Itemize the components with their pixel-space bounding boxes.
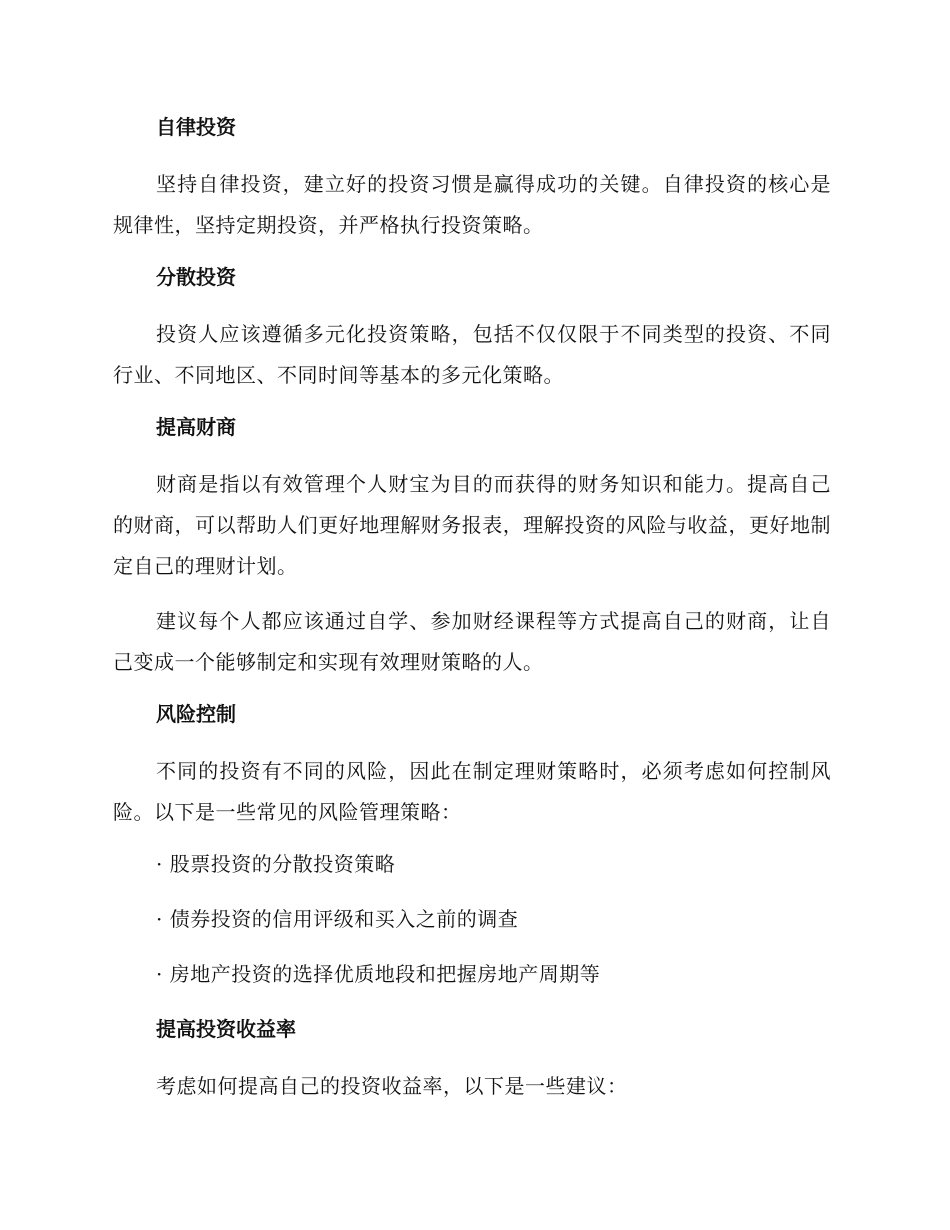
section-heading: 自律投资 — [156, 115, 236, 139]
bullet-item: · 股票投资的分散投资策略 — [156, 852, 396, 876]
paragraph: 坚持自律投资，建立好的投资习惯是赢得成功的关键。自律投资的核心是规律性，坚持定期投资，并严格执行投资策略。 — [113, 172, 831, 237]
paragraph: 建议每个人都应该通过自学、参加财经课程等方式提高自己的财商，让自己变成一个能够制定和实现有效理财策略的人。 — [113, 609, 831, 674]
section-heading: 提高投资收益率 — [156, 1017, 296, 1041]
paragraph: 不同的投资有不同的风险，因此在制定理财策略时，必须考虑如何控制风险。以下是一些常见的风险管理策略： — [113, 759, 831, 824]
section-heading: 风险控制 — [156, 702, 236, 726]
paragraph: 财商是指以有效管理个人财宝为目的而获得的财务知识和能力。提高自己的财商，可以帮助人们更好地理解财务报表，理解投资的风险与收益，更好地制定自己的理财计划。 — [113, 472, 831, 578]
paragraph: 考虑如何提高自己的投资收益率，以下是一些建议： — [156, 1074, 628, 1098]
section-heading: 提高财商 — [156, 415, 236, 439]
document-body — [113, 110, 831, 1121]
bullet-item: · 债券投资的信用评级和买入之前的调查 — [156, 907, 519, 931]
paragraph: 投资人应该遵循多元化投资策略，包括不仅仅限于不同类型的投资、不同行业、不同地区、不同时间等基本的多元化策略。 — [113, 322, 831, 387]
section-heading: 分散投资 — [156, 265, 236, 289]
bullet-item: · 房地产投资的选择优质地段和把握房地产周期等 — [156, 962, 601, 986]
